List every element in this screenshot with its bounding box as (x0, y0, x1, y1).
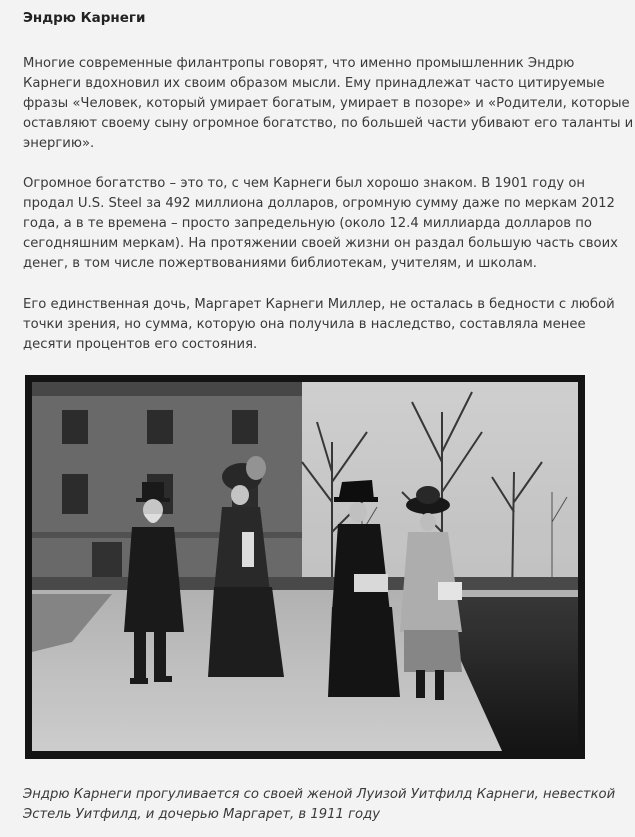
photo-caption: Эндрю Карнеги прогуливается со своей женой Луизой Уитфилд Карнеги, невесткой Эстель Уитфилд, и дочерью Маргарет, в 1911 году (23, 787, 616, 822)
paragraph-3: Его единственная дочь, Маргарет Карнеги Миллер, не осталась в бедности с любой точки зрения, но сумма, которую она получила в наследство, составляла менее десяти процентов его состояния. (23, 297, 615, 352)
paragraph-2: Огромное богатство – это то, с чем Карнеги был хорошо знаком. В 1901 году он продал U.S. Steel за 492 миллиона долларов, огромную сумму даже по меркам 2012 года, а в те времена – просто запредельную (около 12.4 миллиарда долларов по сегодняшним меркам). На протяжении своей жизни он раздал большую часть своих денег, в том числе пожертвованиями библиотекам, учителям, и школам. (23, 176, 618, 271)
article-title: Эндрю Карнеги (23, 10, 146, 26)
photo-illustration (32, 382, 578, 751)
paragraph-1: Многие современные филантропы говорят, что именно промышленник Эндрю Карнеги вдохновил их своим образом мысли. Ему принадлежат часто цитируемые фразы «Человек, который умирает богатым, умирает в позоре» и «Родители, которые оставляют своему сыну огромное богатство, по большей части убивают его таланты и энергию». (23, 56, 634, 151)
historical-photo (25, 375, 585, 759)
